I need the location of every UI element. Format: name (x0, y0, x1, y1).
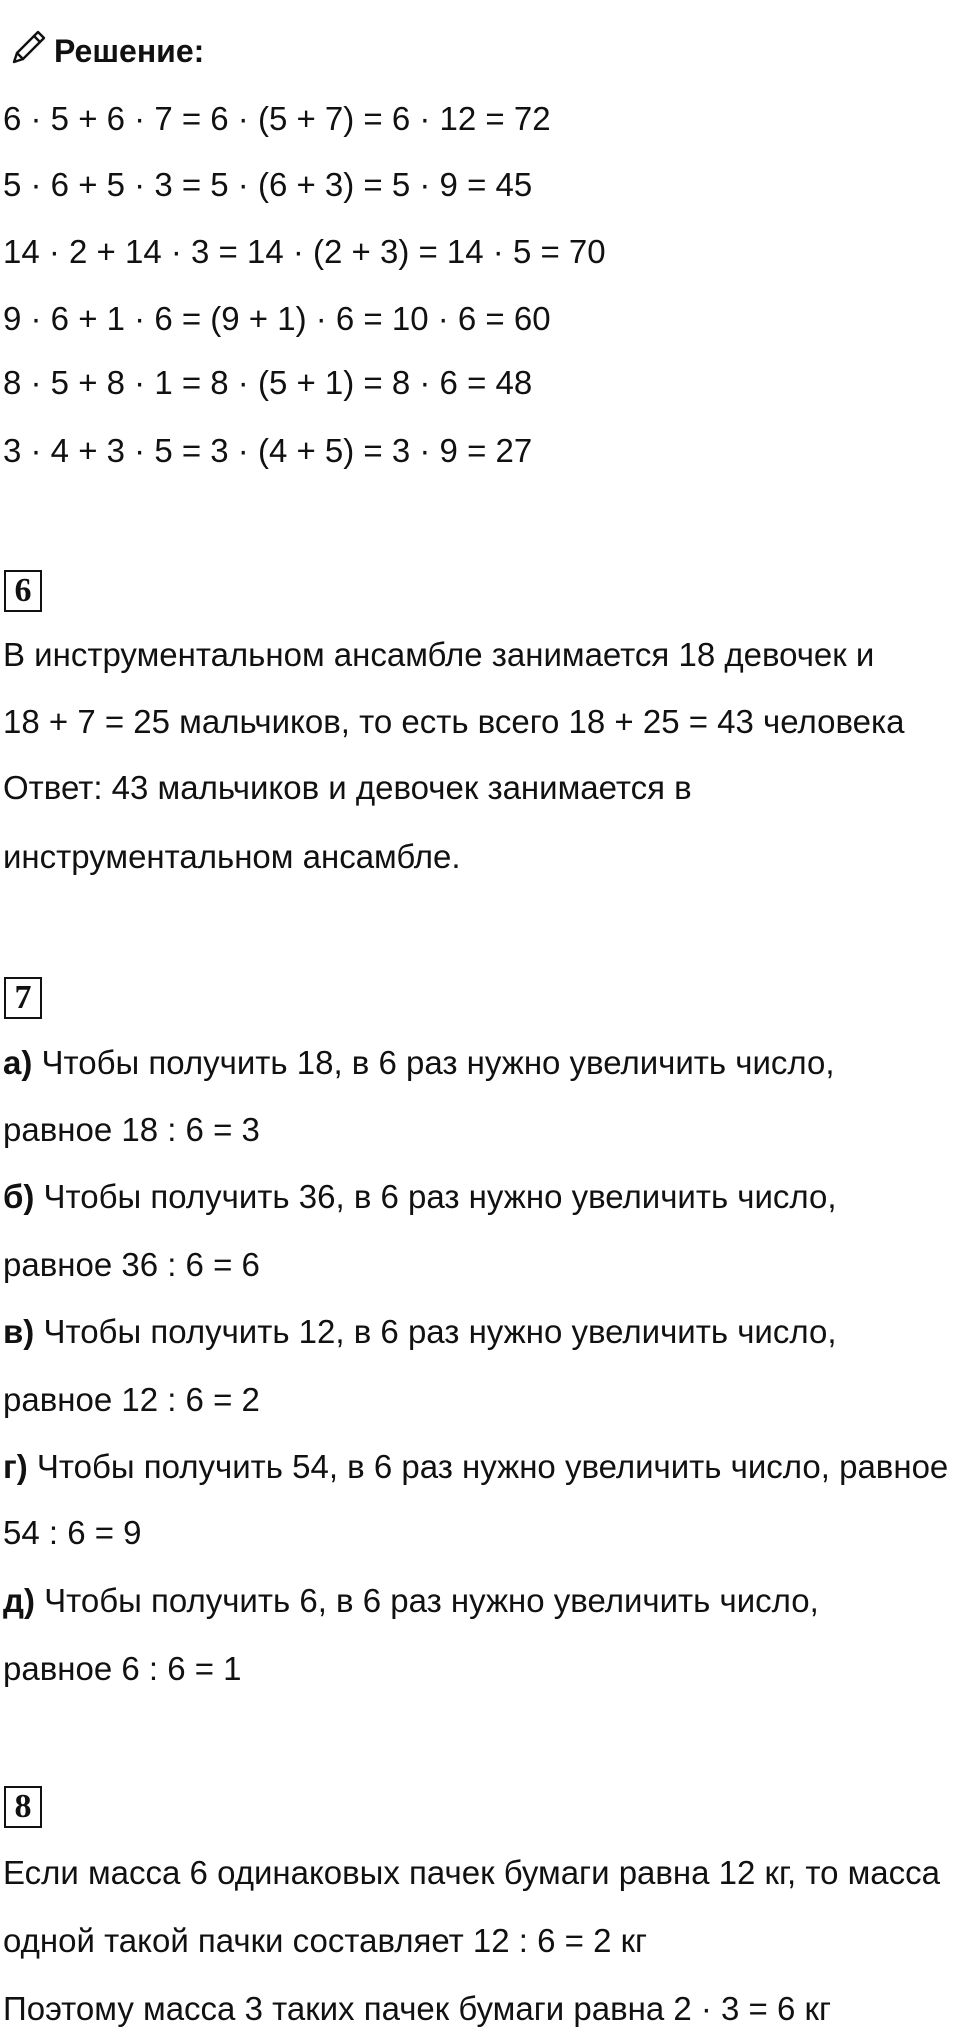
item-text: Чтобы получить 12, в 6 раз нужно увеличить число, (34, 1313, 837, 1350)
task6-line: В инструментальном ансамбле занимается 18 девочек и (3, 636, 875, 673)
pencil-icon (8, 26, 54, 76)
task6-line: 18 + 7 = 25 мальчиков, то есть всего 18 + 25 = 43 человека (3, 703, 905, 740)
item-label: а) (3, 1044, 33, 1081)
equation-line: 9 · 6 + 1 · 6 = (9 + 1) · 6 = 10 · 6 = 60 (3, 300, 551, 337)
task8-line: Если масса 6 одинаковых пачек бумаги равна 12 кг, то масса (3, 1854, 940, 1891)
task-number-6: 6 (4, 570, 42, 612)
task7-item-a-cont: равное 18 : 6 = 3 (3, 1111, 260, 1148)
equation-line: 14 · 2 + 14 · 3 = 14 · (2 + 3) = 14 · 5 = 70 (3, 233, 606, 270)
item-text: Чтобы получить 54, в 6 раз нужно увеличить число, равное (27, 1448, 949, 1485)
solution-title: Решение: (54, 32, 205, 69)
task7-item-b-cont: равное 36 : 6 = 6 (3, 1246, 260, 1283)
task7-item-b (3, 1177, 837, 1217)
equation-line: 6 · 5 + 6 · 7 = 6 · (5 + 7) = 6 · 12 = 72 (3, 100, 551, 137)
item-label: д) (3, 1582, 35, 1619)
task7-item-v (3, 1312, 836, 1352)
item-text: Чтобы получить 36, в 6 раз нужно увеличить число, (34, 1178, 837, 1215)
task7-item-d (3, 1581, 819, 1621)
task-number-8: 8 (4, 1786, 42, 1828)
task8-line: Поэтому масса 3 таких пачек бумаги равна 2 · 3 = 6 кг (3, 1990, 831, 2027)
item-label: б) (3, 1178, 35, 1215)
task7-item-v-cont: равное 12 : 6 = 2 (3, 1381, 260, 1418)
task7-item-a (3, 1043, 835, 1083)
task7-item-g (3, 1447, 948, 1487)
item-text: Чтобы получить 18, в 6 раз нужно увеличить число, (32, 1044, 835, 1081)
task8-line: одной такой пачки составляет 12 : 6 = 2 кг (3, 1922, 648, 1959)
task6-line: инструментальном ансамбле. (3, 838, 461, 875)
task7-item-d-cont: равное 6 : 6 = 1 (3, 1650, 242, 1687)
task7-item-g-cont: 54 : 6 = 9 (3, 1514, 142, 1551)
task6-line: Ответ: 43 мальчиков и девочек занимается в (3, 769, 692, 806)
equation-line: 8 · 5 + 8 · 1 = 8 · (5 + 1) = 8 · 6 = 48 (3, 364, 533, 401)
equation-line: 3 · 4 + 3 · 5 = 3 · (4 + 5) = 3 · 9 = 27 (3, 432, 533, 469)
equation-line: 5 · 6 + 5 · 3 = 5 · (6 + 3) = 5 · 9 = 45 (3, 166, 533, 203)
item-label: в) (3, 1313, 35, 1350)
item-text: Чтобы получить 6, в 6 раз нужно увеличить число, (34, 1582, 819, 1619)
task-number-7: 7 (4, 977, 42, 1019)
item-label: г) (3, 1448, 28, 1485)
solution-heading (8, 28, 204, 74)
